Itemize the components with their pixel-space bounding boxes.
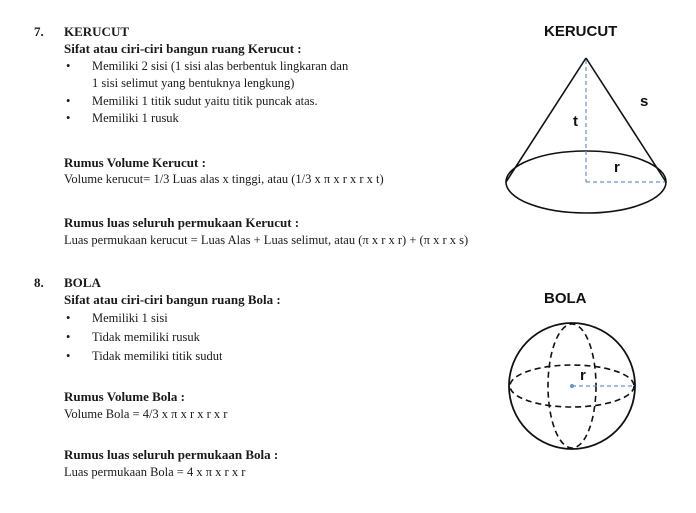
bullet-dot: •	[66, 111, 71, 125]
section-8-area-heading: Rumus luas seluruh permukaan Bola :	[64, 447, 279, 462]
section-7-bullet-2: Memiliki 1 titik sudut yaitu titik puncak atas.	[92, 94, 318, 108]
sphere-figure-title: BOLA	[544, 290, 587, 307]
section-7-bullet-3: Memiliki 1 rusuk	[92, 111, 179, 125]
section-8-bullet-2: Tidak memiliki rusuk	[92, 330, 200, 344]
cone-label-s: s	[640, 93, 649, 110]
section-8-title: BOLA	[64, 275, 101, 290]
section-8-volume-formula: Volume Bola = 4/3 x π x r x r x r	[64, 407, 228, 421]
section-8-number: 8.	[34, 275, 44, 290]
section-7-bullet-1-continued: 1 sisi selimut yang bentuknya lengkung)	[92, 76, 295, 90]
section-7-number: 7.	[34, 24, 44, 39]
section-7-area-heading: Rumus luas seluruh permukaan Kerucut :	[64, 215, 300, 230]
section-8-bullet-3: Tidak memiliki titik sudut	[92, 349, 223, 363]
bullet-dot: •	[66, 311, 71, 325]
section-8-volume-heading: Rumus Volume Bola :	[64, 389, 185, 404]
section-7-title: KERUCUT	[64, 24, 130, 39]
cone-label-t: t	[573, 113, 578, 130]
section-8-bullet-1: Memiliki 1 sisi	[92, 311, 168, 325]
sphere-label-r: r	[580, 367, 586, 384]
cone-label-r: r	[614, 159, 620, 176]
cone-diagram	[500, 52, 672, 224]
cone-right-slant	[586, 58, 666, 182]
bullet-dot: •	[66, 330, 71, 344]
section-7-volume-formula: Volume kerucut= 1/3 Luas alas x tinggi, atau (1/3 x π x r x r x t)	[64, 172, 384, 186]
section-8-area-formula: Luas permukaan Bola = 4 x π x r x r	[64, 465, 246, 479]
section-7-subtitle: Sifat atau ciri-ciri bangun ruang Kerucut :	[64, 41, 302, 56]
cone-figure-title: KERUCUT	[544, 23, 618, 40]
section-8-subtitle: Sifat atau ciri-ciri bangun ruang Bola :	[64, 292, 281, 307]
bullet-dot: •	[66, 59, 71, 73]
section-7-bullet-1: Memiliki 2 sisi (1 sisi alas berbentuk lingkaran dan	[92, 59, 349, 73]
section-7-area-formula: Luas permukaan kerucut = Luas Alas + Luas selimut, atau (π x r x r) + (π x r x s)	[64, 233, 469, 247]
bullet-dot: •	[66, 94, 71, 108]
section-7-volume-heading: Rumus Volume Kerucut :	[64, 155, 206, 170]
bullet-dot: •	[66, 349, 71, 363]
sphere-diagram	[504, 318, 640, 454]
